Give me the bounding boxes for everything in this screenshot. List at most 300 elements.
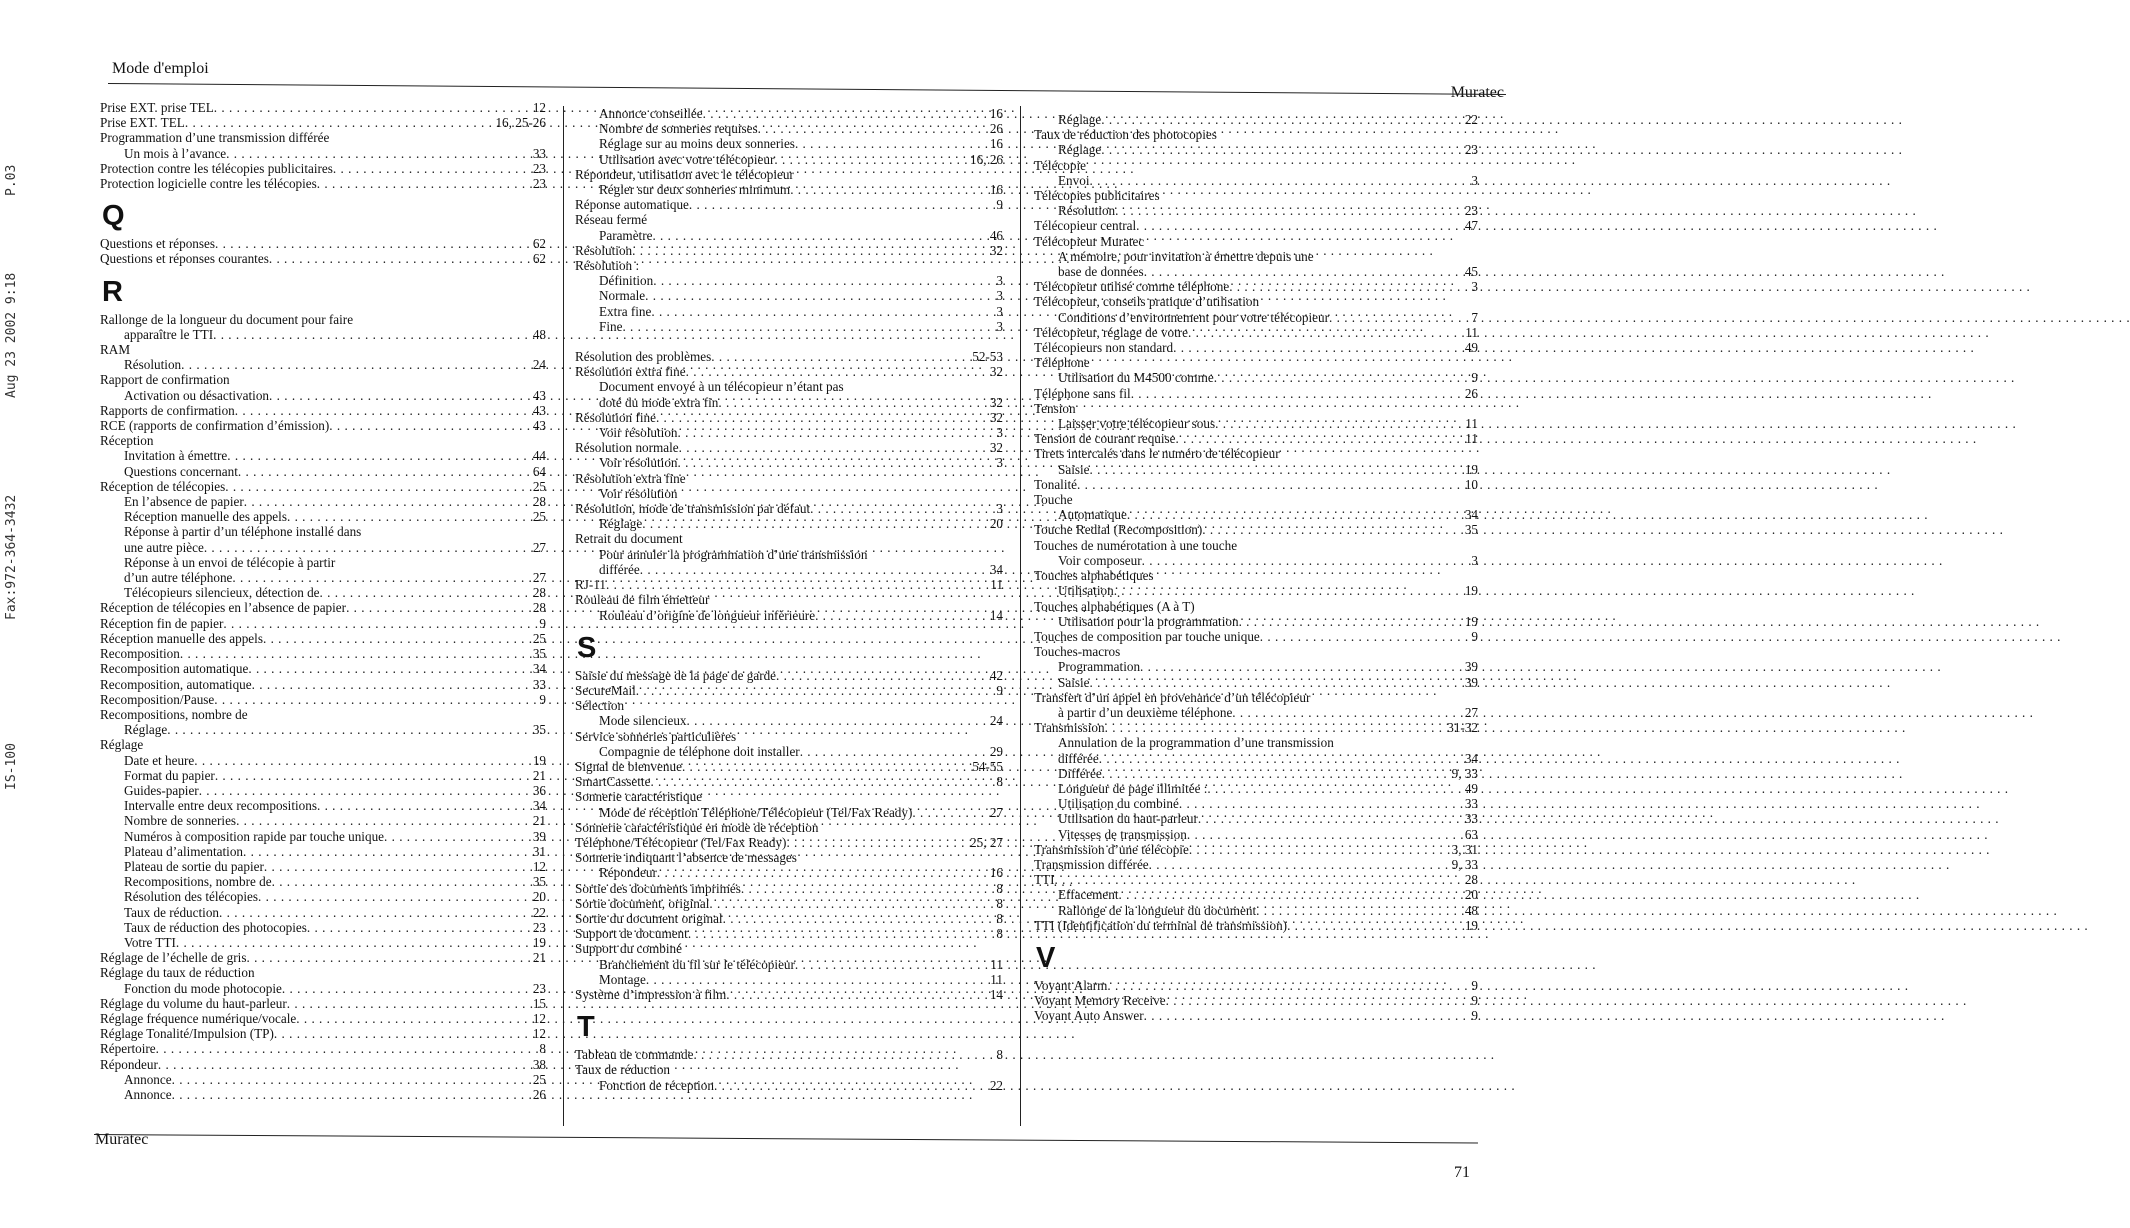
entry-page-ref: 10 bbox=[1464, 476, 1478, 492]
dot-leader bbox=[650, 774, 990, 789]
entry-page-ref: 44 bbox=[532, 448, 546, 464]
dot-leader bbox=[1136, 218, 1459, 233]
index-entry bbox=[575, 197, 1003, 212]
dot-leader bbox=[287, 509, 527, 524]
entry-term: RAM bbox=[100, 342, 131, 358]
index-entry bbox=[100, 661, 546, 676]
entry-term: Rapport de confirmation bbox=[100, 372, 230, 388]
entry-term: Télécopieur utilisé comme téléphone bbox=[1034, 279, 1230, 295]
entry-term: Mode silencieux bbox=[599, 713, 687, 729]
entry-term: Annonce bbox=[124, 1071, 172, 1087]
index-subentry bbox=[575, 152, 1003, 167]
entry-term: Téléphone/Télécopieur (Tel/Fax Ready) bbox=[575, 834, 787, 850]
fax-number: Fax:972-364-3432 bbox=[4, 494, 19, 620]
dot-leader bbox=[645, 288, 990, 303]
index-subentry bbox=[1034, 735, 1478, 750]
index-entry bbox=[575, 349, 1003, 364]
entry-page-ref: 34 bbox=[989, 561, 1003, 577]
dot-leader bbox=[1107, 978, 1465, 993]
index-entry bbox=[1034, 644, 1478, 659]
index-entry bbox=[100, 707, 546, 722]
entry-page-ref: 24 bbox=[989, 713, 1003, 729]
index-subentry bbox=[100, 798, 546, 813]
entry-term: Réception fin de papier bbox=[100, 615, 224, 631]
index-subentry bbox=[575, 121, 1003, 136]
entry-page-ref: 14 bbox=[989, 607, 1003, 623]
index-subentry bbox=[575, 182, 1003, 197]
index-entry bbox=[1034, 993, 1478, 1008]
index-subentry bbox=[1034, 583, 1478, 598]
entry-page-ref: 48 bbox=[532, 326, 546, 342]
index-entry bbox=[575, 258, 1003, 273]
index-subentry bbox=[1034, 751, 1478, 766]
index-entry bbox=[100, 115, 546, 130]
entry-page-ref: 3 bbox=[996, 501, 1003, 517]
dot-leader bbox=[1207, 781, 1458, 796]
index-subentry bbox=[100, 524, 546, 539]
entry-page-ref: 25 bbox=[532, 1071, 546, 1087]
entry-term: Réglage fréquence numérique/vocale bbox=[100, 1010, 297, 1026]
dot-leader bbox=[741, 881, 990, 896]
entry-page-ref: 27 bbox=[1464, 704, 1478, 720]
entry-term: Réception de télécopies en l’absence de papier bbox=[100, 600, 347, 616]
entry-page-ref: 16 bbox=[989, 182, 1003, 198]
column-divider-2 bbox=[1020, 106, 1021, 1126]
entry-term: Télécopies publicitaires bbox=[1034, 188, 1160, 204]
entry-term: Paramètre bbox=[599, 227, 653, 243]
entry-term: Sortie des documents imprimés bbox=[575, 880, 741, 896]
entry-term: Réglage bbox=[599, 516, 643, 532]
entry-page-ref: 11 bbox=[990, 971, 1003, 987]
entry-page-ref: 9 bbox=[996, 682, 1003, 698]
index-subentry bbox=[1034, 462, 1478, 477]
dot-leader bbox=[269, 388, 527, 403]
entry-term: différée bbox=[1058, 750, 1099, 766]
dot-leader bbox=[1131, 386, 1459, 401]
entry-page-ref: 22 bbox=[532, 904, 546, 920]
entry-term: Réponse à un envoi de télécopie à partir bbox=[124, 554, 336, 570]
index-subentry bbox=[575, 562, 1003, 577]
entry-page-ref: 32 bbox=[989, 242, 1003, 258]
entry-term: Un mois à l’avance bbox=[124, 145, 227, 161]
dot-leader bbox=[1127, 507, 1459, 522]
entry-term: Touches-macros bbox=[1034, 644, 1121, 660]
index-subentry bbox=[575, 319, 1003, 334]
index-entry bbox=[100, 479, 546, 494]
index-entry bbox=[575, 364, 1003, 379]
entry-term: Résolution bbox=[124, 357, 182, 373]
section-letter-s: S bbox=[577, 631, 597, 664]
entry-term: Protection logicielle contre les télécopies bbox=[100, 176, 317, 192]
entry-page-ref: 28 bbox=[532, 600, 546, 616]
index-subentry bbox=[575, 379, 1003, 394]
dot-leader bbox=[1119, 887, 1459, 902]
entry-term: Nombre de sonneries requises bbox=[599, 121, 758, 137]
dot-leader bbox=[1140, 659, 1459, 674]
entry-term: Voir composeur bbox=[1058, 552, 1142, 568]
dot-leader bbox=[333, 161, 527, 176]
entry-page-ref: 32 bbox=[989, 364, 1003, 380]
index-subentry bbox=[1034, 614, 1478, 629]
dot-leader bbox=[678, 455, 991, 470]
entry-page-ref: 19 bbox=[532, 752, 546, 768]
entry-page-ref: 33 bbox=[1464, 811, 1478, 827]
entry-term: Transmission différée bbox=[1034, 856, 1149, 872]
dot-leader bbox=[1188, 325, 1459, 340]
entry-term: Utilisation du combiné bbox=[1058, 796, 1179, 812]
entry-page-ref: 27 bbox=[532, 570, 546, 586]
dot-leader bbox=[786, 835, 964, 850]
entry-page-ref: 9 bbox=[539, 691, 546, 707]
entry-term: Résolution extra fine bbox=[575, 364, 686, 380]
index-entry bbox=[100, 372, 546, 387]
index-subentry bbox=[1034, 796, 1478, 811]
entry-page-ref: 20 bbox=[1464, 887, 1478, 903]
index-entry bbox=[1034, 872, 1478, 887]
entry-page-ref: 39 bbox=[1464, 659, 1478, 675]
dot-leader bbox=[258, 889, 527, 904]
entry-page-ref: 43 bbox=[532, 418, 546, 434]
entry-term: Sonnerie indiquant l’absence de messages bbox=[575, 850, 797, 866]
dot-leader bbox=[640, 562, 984, 577]
dot-leader bbox=[1115, 203, 1459, 218]
entry-term: Numéros à composition rapide par touche unique bbox=[124, 828, 385, 844]
index-entry bbox=[100, 403, 546, 418]
index-subentry bbox=[1034, 887, 1478, 902]
entry-page-ref: 11 bbox=[1465, 324, 1478, 340]
dot-leader bbox=[1055, 872, 1459, 887]
entry-page-ref: 8 bbox=[996, 926, 1003, 942]
index-subentry bbox=[1034, 249, 1478, 264]
index-entry bbox=[100, 418, 546, 433]
entry-page-ref: 23 bbox=[532, 919, 546, 935]
index-subentry bbox=[100, 1072, 546, 1087]
index-entry bbox=[575, 759, 1003, 774]
entry-page-ref: 19 bbox=[1464, 583, 1478, 599]
dot-leader bbox=[227, 448, 527, 463]
entry-term: Sonnerie caractéristique bbox=[575, 789, 703, 805]
entry-term: Programmation d’une transmission différée bbox=[100, 130, 330, 146]
index-subentry bbox=[575, 865, 1003, 880]
entry-term: Répondeur, utilisation avec le télécopieur bbox=[575, 166, 794, 182]
dot-leader bbox=[774, 152, 964, 167]
index-entry bbox=[575, 941, 1003, 956]
dot-leader bbox=[185, 115, 490, 130]
entry-term: Touches alphabétiques (A à T) bbox=[1034, 598, 1195, 614]
entry-term: Téléphone sans fil bbox=[1034, 385, 1131, 401]
entry-term: RJ-11 bbox=[575, 577, 607, 593]
dot-leader bbox=[1101, 112, 1459, 127]
dot-leader bbox=[158, 1057, 527, 1072]
entry-page-ref: 23 bbox=[1464, 203, 1478, 219]
entry-term: Recomposition, automatique bbox=[100, 676, 252, 692]
dot-leader bbox=[263, 631, 527, 646]
entry-page-ref: 64 bbox=[532, 463, 546, 479]
index-entry bbox=[100, 1026, 546, 1041]
entry-term: différée bbox=[599, 561, 640, 577]
index-subentry bbox=[1034, 781, 1478, 796]
index-entry bbox=[1034, 690, 1478, 705]
fax-model: IS-100 bbox=[4, 743, 19, 790]
entry-page-ref: 3 bbox=[996, 425, 1003, 441]
entry-page-ref: 9 bbox=[996, 197, 1003, 213]
dot-leader bbox=[1179, 796, 1459, 811]
entry-term: Rouleau de film émetteur bbox=[575, 592, 710, 608]
entry-term: Vitesses de transmission bbox=[1058, 826, 1187, 842]
entry-term: Recompositions, nombre de bbox=[124, 874, 272, 890]
index-subentry bbox=[575, 304, 1003, 319]
dot-leader bbox=[1173, 340, 1459, 355]
entry-page-ref: 31 bbox=[532, 843, 546, 859]
entry-page-ref: 32 bbox=[989, 409, 1003, 425]
index-subentry bbox=[1034, 507, 1478, 522]
index-entry bbox=[1034, 538, 1478, 553]
index-entry bbox=[100, 737, 546, 752]
entry-term: Transfert d’un appel en provenance d’un télécopieur bbox=[1034, 689, 1311, 705]
fax-page-label: P.03 bbox=[4, 164, 19, 196]
dot-leader bbox=[790, 182, 984, 197]
dot-leader bbox=[810, 501, 990, 516]
dot-leader bbox=[320, 585, 527, 600]
entry-page-ref: 16, 25-26 bbox=[495, 115, 546, 131]
dot-leader bbox=[219, 905, 527, 920]
dot-leader bbox=[1287, 918, 1459, 933]
dot-leader bbox=[215, 236, 527, 251]
entry-term: Format du papier bbox=[124, 767, 215, 783]
dot-leader bbox=[1202, 522, 1459, 537]
dot-leader bbox=[180, 646, 527, 661]
dot-leader bbox=[238, 464, 527, 479]
entry-page-ref: 52-53 bbox=[972, 349, 1003, 365]
index-subentry bbox=[100, 494, 546, 509]
entry-term: Intervalle entre deux recompositions bbox=[124, 798, 317, 814]
entry-term: Plateau d’alimentation bbox=[124, 843, 244, 859]
index-subentry bbox=[575, 516, 1003, 531]
entry-term: Recomposition bbox=[100, 646, 180, 662]
index-entry bbox=[1034, 978, 1478, 993]
index-subentry bbox=[575, 486, 1003, 501]
entry-term: Tension de courant requise bbox=[1034, 431, 1176, 447]
entry-page-ref: 23 bbox=[532, 160, 546, 176]
index-entry bbox=[575, 243, 1003, 258]
entry-term: Compagnie de téléphone doit installer bbox=[599, 743, 800, 759]
entry-page-ref: 14 bbox=[989, 986, 1003, 1002]
dot-leader bbox=[711, 349, 966, 364]
entry-term: Recomposition/Pause bbox=[100, 691, 215, 707]
index-subentry bbox=[100, 981, 546, 996]
entry-page-ref: 49 bbox=[1464, 780, 1478, 796]
entry-page-ref: 3, 31 bbox=[1451, 841, 1478, 857]
dot-leader bbox=[346, 600, 527, 615]
index-subentry bbox=[1034, 659, 1478, 674]
entry-term: Système d’impression à film bbox=[575, 986, 727, 1002]
entry-page-ref: 34 bbox=[1464, 750, 1478, 766]
dot-leader bbox=[1187, 827, 1459, 842]
dot-leader bbox=[232, 570, 526, 585]
dot-leader bbox=[1189, 842, 1446, 857]
entry-term: Répondeur bbox=[100, 1056, 158, 1072]
entry-term: A mémoire, pour invitation à émettre depuis une bbox=[1058, 248, 1314, 264]
entry-page-ref: 3 bbox=[996, 288, 1003, 304]
dot-leader bbox=[606, 577, 984, 592]
index-subentry bbox=[100, 768, 546, 783]
entry-term: Réglage de l’échelle de gris bbox=[100, 950, 247, 966]
index-subentry bbox=[1034, 173, 1478, 188]
dot-leader bbox=[1176, 431, 1460, 446]
entry-page-ref: 24 bbox=[532, 357, 546, 373]
index-entry bbox=[1034, 188, 1478, 203]
entry-page-ref: 16 bbox=[989, 136, 1003, 152]
entry-page-ref: 11 bbox=[990, 956, 1003, 972]
entry-term: Réponse à partir d’un téléphone installé dans bbox=[124, 524, 362, 540]
entry-page-ref: 39 bbox=[532, 828, 546, 844]
dot-leader bbox=[287, 996, 527, 1011]
index-subentry bbox=[575, 455, 1003, 470]
index-subentry bbox=[100, 829, 546, 844]
entry-page-ref: 8 bbox=[996, 1047, 1003, 1063]
entry-term: Régler sur deux sonneries minimum bbox=[599, 182, 791, 198]
entry-term: Plateau de sortie du papier bbox=[124, 858, 264, 874]
index-subentry bbox=[1034, 827, 1478, 842]
dot-leader bbox=[1099, 751, 1459, 766]
entry-page-ref: 20 bbox=[532, 889, 546, 905]
index-subentry bbox=[100, 448, 546, 463]
entry-term: Réception manuelle des appels bbox=[124, 509, 287, 525]
dot-leader bbox=[215, 768, 527, 783]
entry-term: Réponse automatique bbox=[575, 197, 689, 213]
index-subentry bbox=[1034, 675, 1478, 690]
dot-leader bbox=[714, 1078, 984, 1093]
index-subentry bbox=[100, 844, 546, 859]
index-subentry bbox=[575, 273, 1003, 288]
index-subentry bbox=[100, 509, 546, 524]
header-brand: Muratec bbox=[1450, 84, 1504, 101]
dot-leader bbox=[296, 1011, 527, 1026]
entry-term: Réception manuelle des appels bbox=[100, 630, 263, 646]
entry-term: Taux de réduction bbox=[124, 904, 220, 920]
entry-page-ref: 21 bbox=[532, 950, 546, 966]
entry-term: Fonction du mode photocopie bbox=[124, 980, 282, 996]
index-subentry bbox=[575, 547, 1003, 562]
dot-leader bbox=[214, 100, 527, 115]
index-entry bbox=[575, 592, 1003, 607]
entry-page-ref: 19 bbox=[1464, 461, 1478, 477]
dot-leader bbox=[679, 440, 984, 455]
entry-term: Sonnerie caractéristique en mode de réception bbox=[575, 819, 819, 835]
entry-term: Effacement bbox=[1058, 887, 1119, 903]
entry-term: Touches de numérotation à une touche bbox=[1034, 537, 1238, 553]
dot-leader bbox=[656, 410, 984, 425]
entry-term: Sortie du document original bbox=[575, 910, 723, 926]
index-column-1 bbox=[100, 100, 546, 1102]
entry-term: Service sonneries particulières bbox=[575, 728, 737, 744]
index-subentry bbox=[1034, 112, 1478, 127]
entry-page-ref: 31-32 bbox=[1447, 720, 1478, 736]
entry-page-ref: 9 bbox=[1471, 977, 1478, 993]
dot-leader bbox=[1090, 675, 1459, 690]
index-entry bbox=[575, 774, 1003, 789]
dot-leader bbox=[269, 251, 527, 266]
entry-page-ref: 21 bbox=[532, 813, 546, 829]
dot-leader bbox=[243, 844, 527, 859]
entry-term: Questions concernant bbox=[124, 463, 238, 479]
index-subentry bbox=[100, 585, 546, 600]
index-subentry bbox=[100, 570, 546, 585]
dot-leader bbox=[703, 106, 984, 121]
entry-term: Utilisation du haut-parleur bbox=[1058, 811, 1198, 827]
dot-leader bbox=[1260, 629, 1466, 644]
entry-page-ref: 39 bbox=[1464, 674, 1478, 690]
index-subentry bbox=[575, 744, 1003, 759]
entry-term: Transmission bbox=[1034, 720, 1105, 736]
index-entry bbox=[100, 631, 546, 646]
entry-term: Taux de réduction des photocopies bbox=[1034, 127, 1217, 143]
section-letter-v: V bbox=[1036, 941, 1056, 974]
entry-term: Touches de composition par touche unique bbox=[1034, 628, 1260, 644]
entry-page-ref: 28 bbox=[532, 494, 546, 510]
index-entry bbox=[1034, 279, 1478, 294]
index-subentry bbox=[1034, 553, 1478, 568]
dot-leader bbox=[815, 608, 984, 623]
index-entry bbox=[575, 577, 1003, 592]
entry-term: Sortie document, original bbox=[575, 895, 710, 911]
index-entry bbox=[100, 600, 546, 615]
dot-leader bbox=[1144, 1008, 1466, 1023]
entry-page-ref: 35 bbox=[532, 646, 546, 662]
index-entry bbox=[575, 835, 1003, 850]
entry-page-ref: 32 bbox=[989, 394, 1003, 410]
entry-page-ref: 42 bbox=[989, 667, 1003, 683]
index-entry bbox=[100, 100, 546, 115]
dot-leader bbox=[1114, 583, 1459, 598]
entry-page-ref: 11 bbox=[990, 577, 1003, 593]
index-subentry bbox=[100, 935, 546, 950]
entry-page-ref: 49 bbox=[1464, 340, 1478, 356]
entry-term: Automatique bbox=[1058, 507, 1127, 523]
index-entry bbox=[1034, 325, 1478, 340]
index-entry bbox=[100, 692, 546, 707]
entry-term: Document envoyé à un télécopieur n’étant pas bbox=[599, 379, 844, 395]
index-subentry bbox=[575, 288, 1003, 303]
entry-page-ref: 43 bbox=[532, 402, 546, 418]
dot-leader bbox=[244, 494, 527, 509]
entry-term: TTI bbox=[1034, 872, 1055, 888]
entry-term: Recomposition automatique bbox=[100, 661, 249, 677]
entry-term: Utilisation avec votre télécopieur bbox=[599, 151, 775, 167]
dot-leader bbox=[1215, 416, 1459, 431]
entry-term: Transmission d’une télécopie bbox=[1034, 841, 1189, 857]
entry-page-ref: 34 bbox=[532, 661, 546, 677]
dot-leader bbox=[718, 395, 983, 410]
dot-leader bbox=[1239, 614, 1459, 629]
entry-page-ref: 9 bbox=[1471, 628, 1478, 644]
entry-page-ref: 45 bbox=[1464, 264, 1478, 280]
entry-page-ref: 15 bbox=[532, 995, 546, 1011]
entry-term: Répertoire bbox=[100, 1041, 156, 1057]
entry-term: Tonalité bbox=[1034, 476, 1078, 492]
entry-page-ref: 27 bbox=[532, 539, 546, 555]
entry-page-ref: 54-55 bbox=[972, 758, 1003, 774]
dot-leader bbox=[213, 327, 527, 342]
entry-page-ref: 16 bbox=[989, 106, 1003, 121]
entry-term: Définition bbox=[599, 273, 654, 289]
index-entry bbox=[575, 668, 1003, 683]
header-rule bbox=[108, 83, 1506, 95]
index-entry bbox=[575, 729, 1003, 744]
dot-leader bbox=[1142, 553, 1466, 568]
index-entry bbox=[100, 616, 546, 631]
index-entry bbox=[100, 677, 546, 692]
